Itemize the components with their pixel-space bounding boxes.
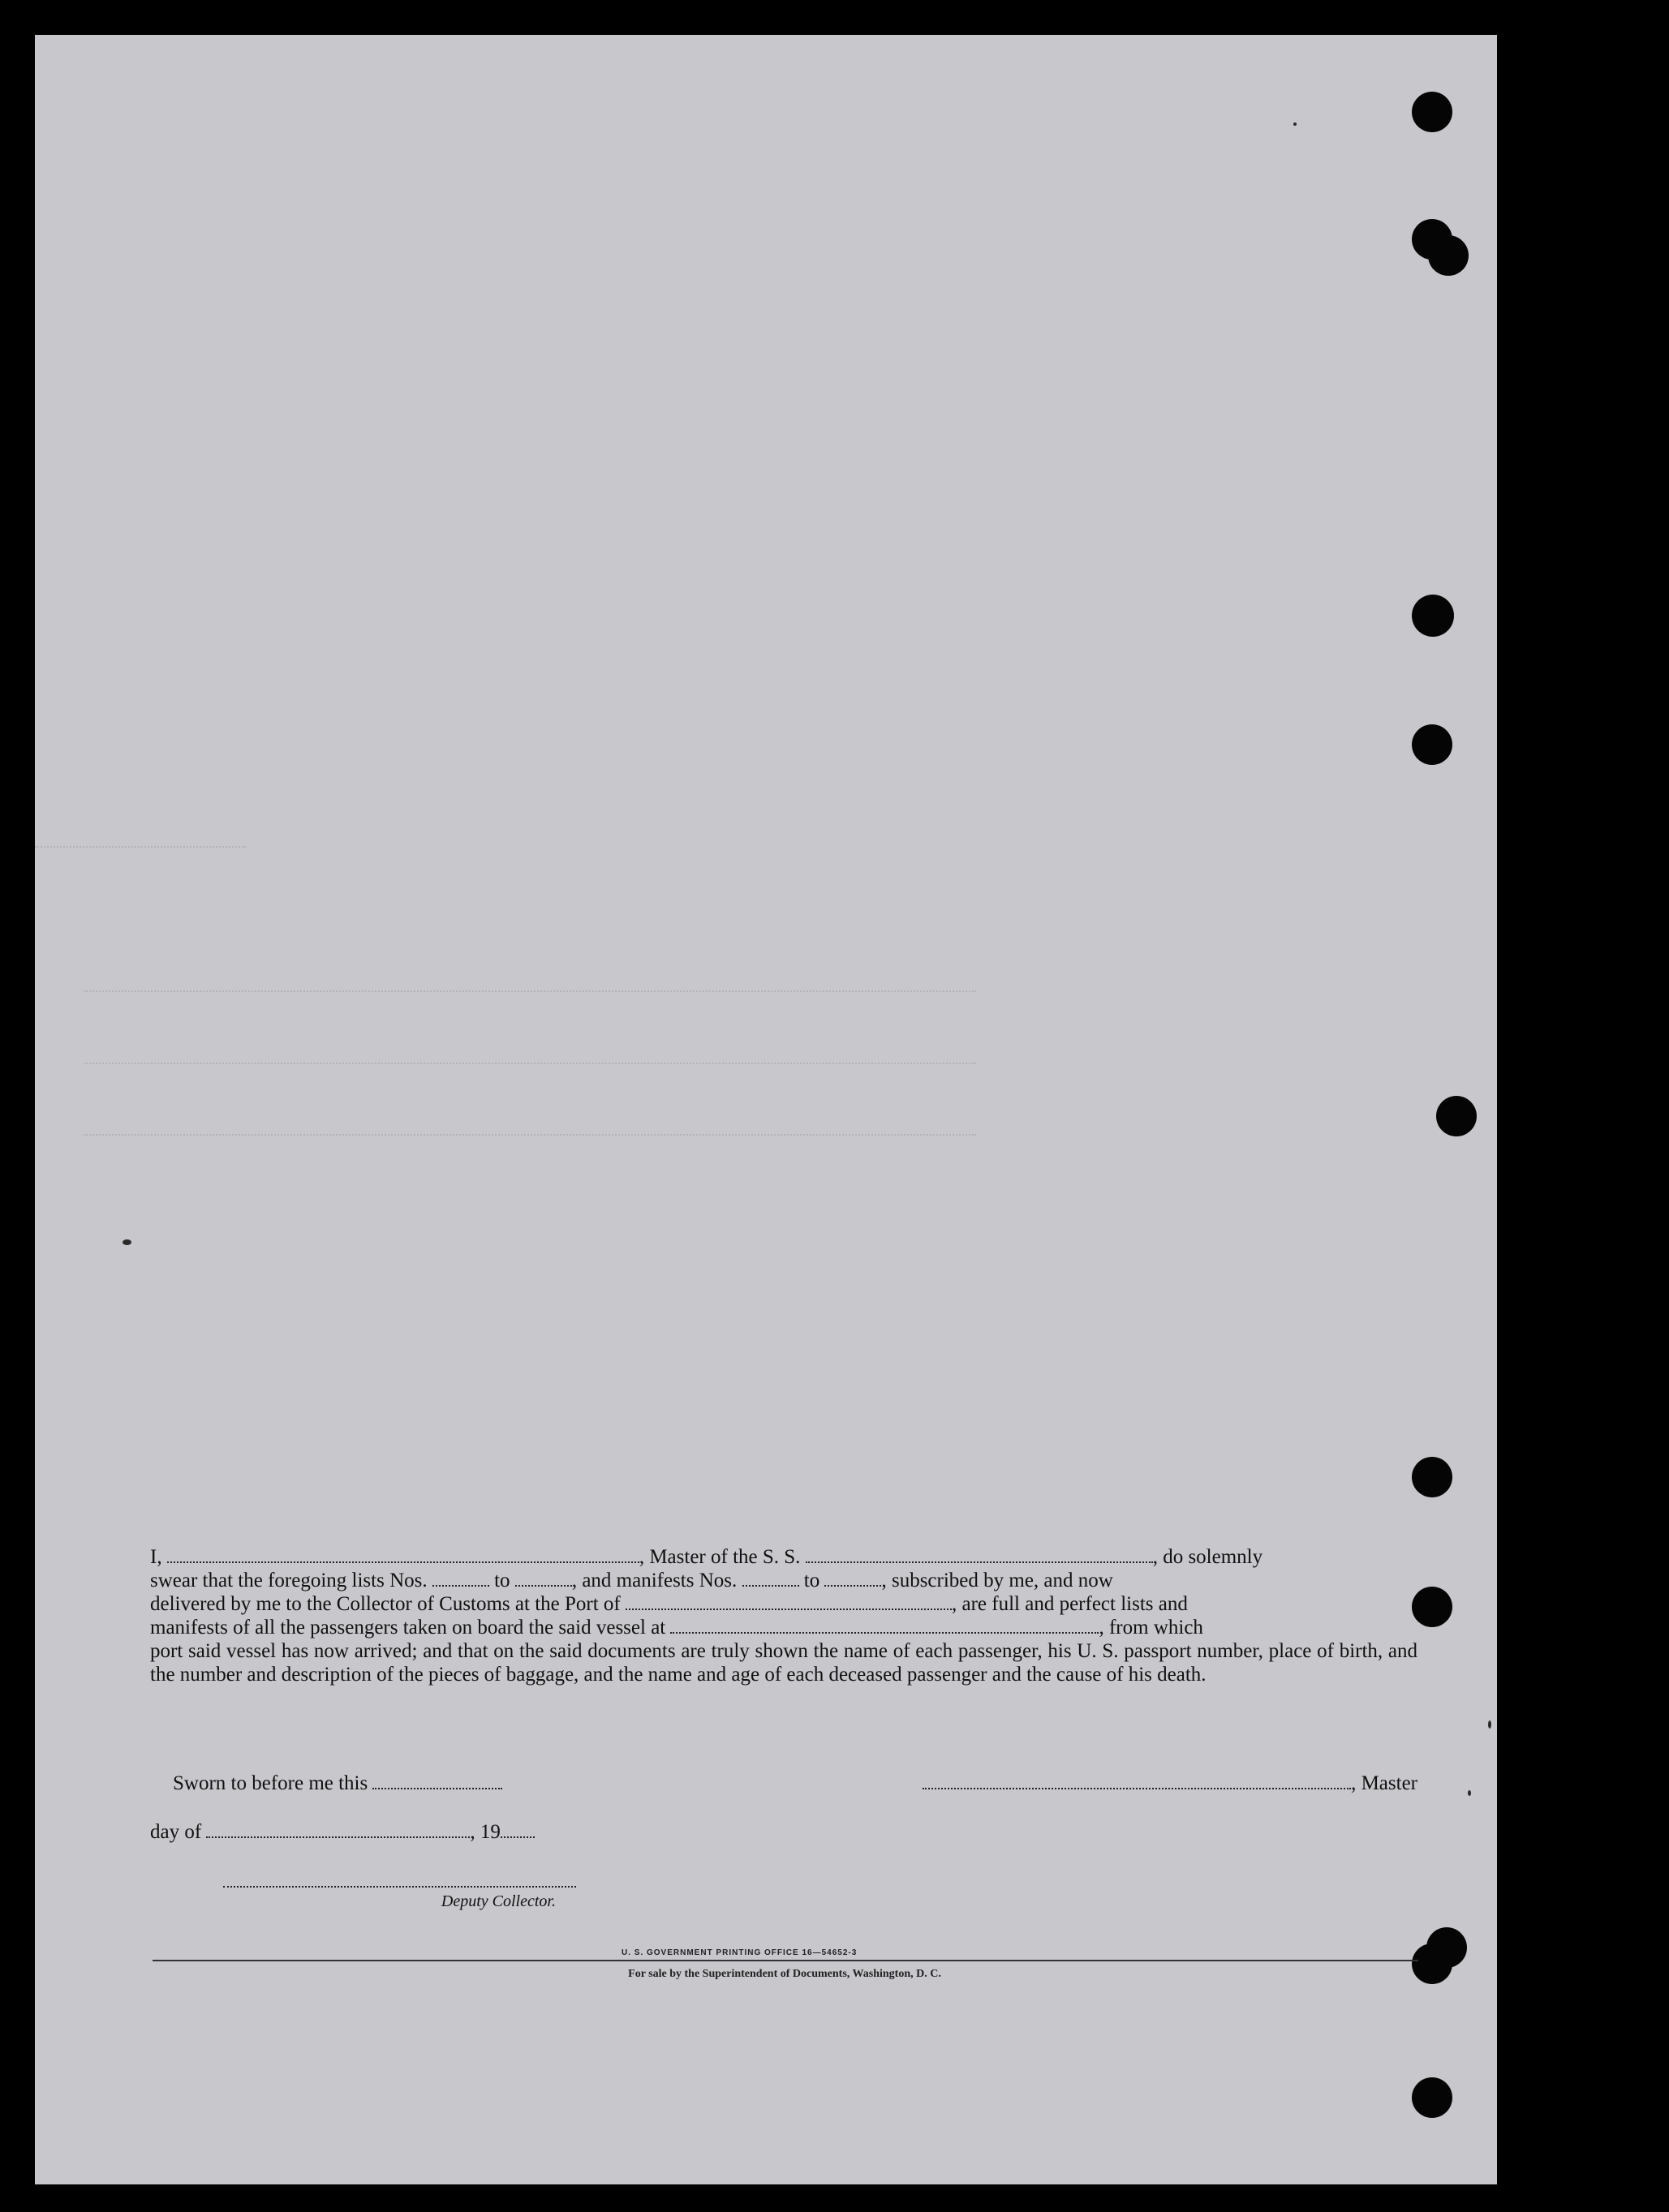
punch-hole xyxy=(1412,1587,1452,1627)
oath-line-3 xyxy=(150,1592,1417,1616)
day-of-line xyxy=(150,1821,535,1844)
deputy-signature-line[interactable] xyxy=(223,1886,576,1888)
lists-to-field[interactable] xyxy=(515,1570,572,1587)
form-page xyxy=(35,35,1497,2184)
oath-text: manifests of all the passengers taken on board the said vessel at xyxy=(150,1617,666,1639)
footer-rule xyxy=(153,1960,1418,1961)
manifests-to-field[interactable] xyxy=(824,1570,881,1587)
oath-text: , are full and perfect lists and xyxy=(952,1593,1188,1615)
oath-body: port said vessel has now arrived; and that on the said documents are truly shown the name of each passenger, his U. S. passport number, place of birth, and the number and description of the pieces of baggage, and the name and age of each deceased passenger and the cause of his death. xyxy=(150,1640,1417,1686)
oath-text: , Master of the S. S. xyxy=(639,1546,801,1568)
lists-from-field[interactable] xyxy=(432,1570,489,1587)
month-field[interactable] xyxy=(206,1822,470,1838)
oath-text: , from which xyxy=(1099,1617,1203,1639)
sworn-line xyxy=(173,1772,502,1795)
punch-hole xyxy=(1412,2077,1452,2118)
day-of-label: day of xyxy=(150,1821,202,1843)
bleed-through-line xyxy=(84,990,976,992)
oath-text: , and manifests Nos. xyxy=(571,1570,738,1591)
bleed-through-line xyxy=(84,1134,976,1136)
port-of-arrival-field[interactable] xyxy=(626,1594,952,1610)
ink-speck xyxy=(1468,1790,1471,1796)
bleed-through-line xyxy=(84,1063,976,1064)
port-of-departure-field[interactable] xyxy=(670,1617,1099,1634)
oath-line-2 xyxy=(150,1569,1417,1592)
punch-hole xyxy=(1412,724,1452,765)
for-sale-notice: For sale by the Superintendent of Documents, Washington, D. C. xyxy=(628,1968,941,1980)
manifests-from-field[interactable] xyxy=(742,1570,799,1587)
punch-hole xyxy=(1428,235,1469,276)
master-signature-line xyxy=(869,1772,1417,1795)
sworn-label: Sworn to before me this xyxy=(173,1772,368,1794)
oath-text: delivered by me to the Collector of Customs at the Port of xyxy=(150,1593,621,1615)
bleed-through-line xyxy=(35,846,246,848)
punch-hole xyxy=(1412,1457,1452,1497)
oath-text: , subscribed by me, and now xyxy=(881,1570,1113,1591)
oath-line-4 xyxy=(150,1616,1417,1639)
ink-speck xyxy=(123,1239,131,1245)
oath-text: I, xyxy=(150,1546,162,1568)
printing-office-imprint: U. S. GOVERNMENT PRINTING OFFICE 16—54652-3 xyxy=(622,1948,858,1957)
punch-hole xyxy=(1412,595,1454,637)
master-signature-field[interactable] xyxy=(923,1773,1351,1789)
year-label: , 19 xyxy=(470,1821,501,1843)
master-name-field[interactable] xyxy=(167,1547,639,1563)
oath-text: , do solemnly xyxy=(1152,1546,1263,1568)
punch-hole xyxy=(1412,92,1452,132)
oath-line-1 xyxy=(150,1545,1417,1569)
sworn-day-field[interactable] xyxy=(372,1773,502,1789)
oath-text: to xyxy=(803,1570,820,1591)
oath-text: to xyxy=(494,1570,510,1591)
master-oath xyxy=(150,1545,1417,1686)
year-field[interactable] xyxy=(501,1822,535,1838)
deputy-collector-label: Deputy Collector. xyxy=(441,1892,556,1910)
punch-hole xyxy=(1436,1096,1477,1136)
oath-text: swear that the foregoing lists Nos. xyxy=(150,1570,428,1591)
master-label: , Master xyxy=(1351,1772,1417,1794)
ink-speck xyxy=(1293,122,1297,126)
ink-speck xyxy=(1488,1720,1491,1729)
vessel-name-field[interactable] xyxy=(806,1547,1153,1563)
